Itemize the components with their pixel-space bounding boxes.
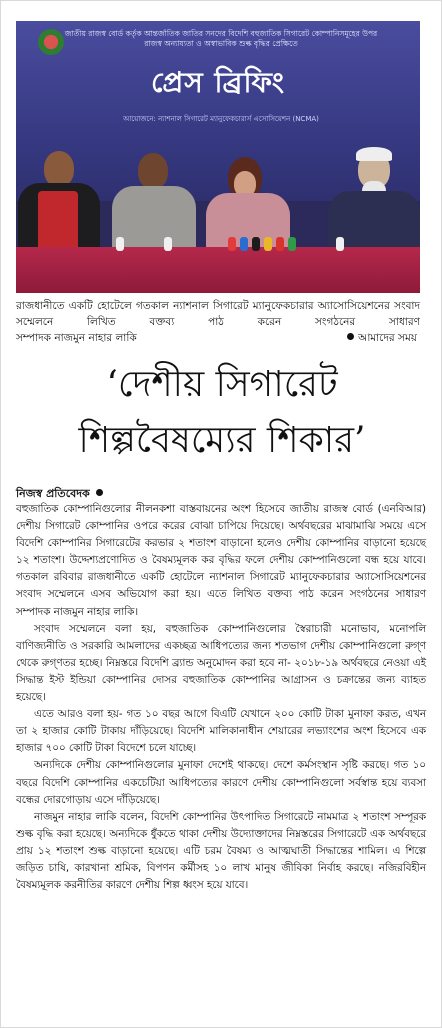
paragraph-4: অন্যদিকে দেশীয় কোম্পানিগুলোর মুনাফা দেশেই থাকছে। দেশে কর্মসংস্থান সৃষ্টি করছে। গত ১০ বছরে বিদেশি কোম্পানির একচেটিয়া আধিপত্যের কারণে দেশীয় কোম্পানিগুলো সর্বস্বান্ত হয়ে ব্যবসা বন্ধের দোরগোড়ায় এসে দাঁড়িয়েছে।	[16, 759, 426, 806]
headline-line-1: ‘দেশীয় সিগারেট	[106, 364, 338, 405]
microphone-icon	[164, 237, 172, 251]
microphone-icon	[228, 237, 236, 251]
byline-text: নিজস্ব প্রতিবেদক	[16, 487, 90, 500]
microphone-icon	[240, 237, 248, 251]
photo-credit-text: আমাদের সময়	[358, 332, 417, 344]
microphone-icon	[264, 237, 272, 251]
table-cloth	[16, 247, 420, 293]
banner-top-text: জাতীয় রাজস্ব বোর্ড কর্তৃক আন্তর্জাতিক জাতির সনদের বিদেশি বহুজাতিক সিগারেট কোম্পানিসমূহের উপর রাজস্ব অন্যায্যতা ও অস্বাভাবিক শুল্ক বৃদ্ধির প্রেক্ষিতে	[64, 29, 378, 48]
banner-subtitle: আয়োজনে: ন্যাশনাল সিগারেট ম্যানুফেকচারার্স এসোসিয়েশন (NCMA)	[123, 115, 319, 123]
press-briefing-photo	[16, 21, 420, 293]
photo-credit	[347, 330, 417, 346]
article-body	[16, 501, 426, 894]
paragraph-1: বহুজাতিক কোম্পানিগুলোর নীলনকশা বাস্তবায়নের অংশ হিসেবে জাতীয় রাজস্ব বোর্ড (এনবিআর) দেশীয় সিগারেট কোম্পানির ওপরে করের বোঝা চাপিয়ে দিয়েছে। অর্থবছরের মাঝামাঝি সময়ে এসে বিদেশি কোম্পানির সিগারেটের করভার ২ শতাংশ বাড়ানো হলেও দেশীয় কোম্পানির বাড়ানো হয়েছে ১২ শতাংশ। উদ্দেশ্যপ্রণোদিত ও বৈষম্যমূলক কর বৃদ্ধির ফলে দেশীয় কোম্পানিগুলো বন্ধ হয়ে যাবে। গতকাল রবিবার রাজধানীতে একটি হোটেলে ন্যাশনাল সিগারেট ম্যানুফেকচারার অ্যাসোসিয়েশনের সংবাদ সম্মেলনে এসব অভিযোগ করা হয়। এতে লিখিত বক্তব্য পাঠ করেন সংগঠনের সাধারণ সম্পাদক নাজমুন নাহার লাকি।	[16, 503, 426, 618]
bullet-icon	[96, 489, 103, 496]
microphone-icon	[288, 237, 296, 251]
microphone-icon	[252, 237, 260, 251]
microphone-icon	[276, 237, 284, 251]
banner-title: প্রেস ব্রিফিং	[151, 66, 285, 99]
paragraph-2: সংবাদ সম্মেলনে বলা হয়, বহুজাতিক কোম্পানিগুলোর স্বৈরাচারী মনোভাব, মনোপলি বাণিজ্যনীতি ও সরকারি আমলাদের একচ্ছত্র আধিপত্যের জন্য শতভাগ দেশীয় কোম্পানিগুলো রুগ্ণ থেকে রুগ্ণতর হচ্ছে। নিম্নস্তরে বিদেশি ব্র্যান্ড অনুমোদন করা হবে না- ২০১৮-১৯ অর্থবছরে নেওয়া এই সিদ্ধান্ত ইস্ট ইন্ডিয়া কোম্পানির দোসর বহুজাতিক কোম্পানির আগ্রাসন ও চক্রান্তের জন্য ব্যাহত হয়েছে।	[16, 622, 426, 704]
paragraph-3: এতে আরও বলা হয়- গত ১০ বছর আগে বিএটি যেখানে ২০০ কোটি টাকা মুনাফা করত, এখন তা ২ হাজার কোটি টাকায় দাঁড়িয়েছে। বিদেশি মালিকানাধীন শেয়ারের লভ্যাংশের অংশ হিসেবে এক হাজার ৭০০ কোটি টাকা বিদেশে চলে যাচ্ছে।	[16, 708, 426, 755]
microphone-icon	[336, 237, 344, 251]
bullet-icon	[347, 333, 354, 340]
paragraph-5: নাজমুন নাহার লাকি বলেন, বিদেশি কোম্পানির উৎপাদিত সিগারেটে নামমাত্র ২ শতাংশ সম্পূরক শুল্ক বৃদ্ধি করা হয়েছে। অন্যদিকে ধুঁকতে থাকা দেশীয় উদ্যোক্তাদের নিম্নস্তরের সিগারেটে এক অর্থবছরে প্রায় ১২ শতাংশ শুল্ক বাড়ানো হয়েছে। এটি চরম বৈষম্য ও আত্মঘাতী সিদ্ধান্তের শামিল। এ শিল্পে জড়িত চাষি, কারখানা শ্রমিক, বিপণন কর্মীসহ ১০ লাখ মানুষ জীবিকা নির্বাহ করছে। নজিরবিহীন বৈষম্যমূলক করনীতির কারণে দেশীয় শিল্প ধ্বংস হয়ে যাবে।	[16, 810, 426, 892]
microphone-icon	[116, 237, 124, 251]
headline-line-2: শিল্পবৈষম্যের শিকার’	[78, 420, 366, 461]
photo-caption-last-line: সম্পাদক নাজমুন নাহার লাকি	[16, 332, 137, 344]
photo-caption: রাজধানীতে একটি হোটেলে গতকাল ন্যাশনাল সিগারেট ম্যানুফেকচারার অ্যাসোসিয়েশনের সংবাদ সম্মেলনে লিখিত বক্তব্য পাঠ করেন সংগঠনের সাধারণ	[16, 300, 420, 328]
